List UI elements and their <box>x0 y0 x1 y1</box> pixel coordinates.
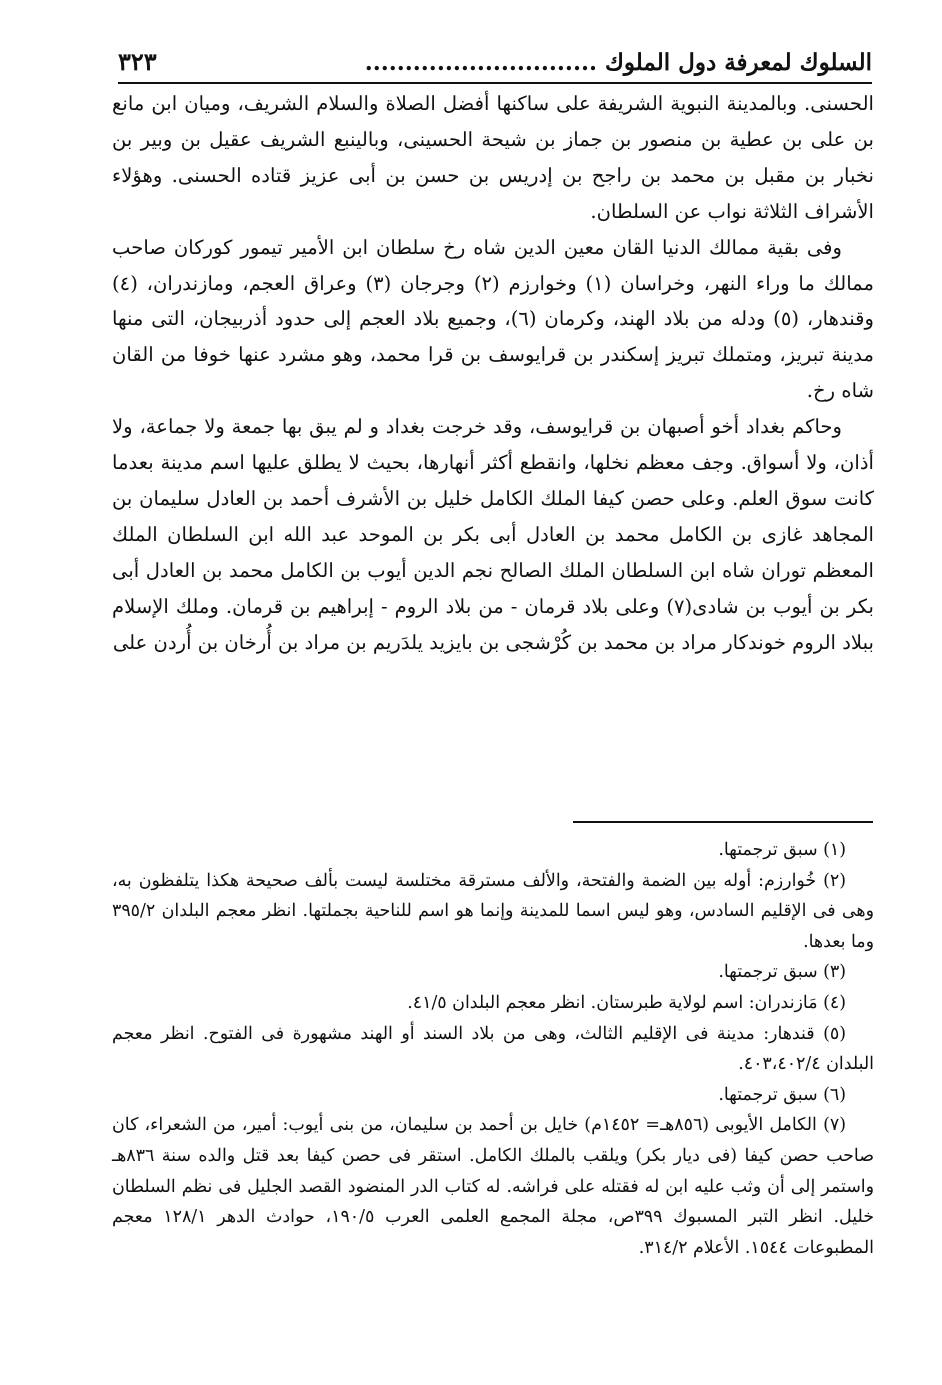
footnote: (٤) مَازندران: اسم لولاية طبرستان. انظر معجم البلدان ٤١/٥. <box>407 992 846 1013</box>
footnote: (٣) سبق ترجمتها. <box>718 962 846 983</box>
footnotes <box>112 835 874 1263</box>
page-number: ٣٢٣ <box>118 47 157 76</box>
running-header <box>118 34 872 84</box>
paragraph: الحسنى. وبالمدينة النبوية الشريفة على ساكنها أفضل الصلاة والسلام الشريف، وميان ابن مانع بن على بن عطية بن منصور بن جماز بن شيحة الحسينى، وبالينبع الشريف عقيل بن وبير بن نخبار بن مقبل بن محمد بن راجح بن إدريس بن حسن بن أبى عزيز قتاده الحسنى. وهؤلاء الأشراف الثلاثة نواب عن السلطان. <box>112 92 874 223</box>
paragraph: وفى بقية ممالك الدنيا القان معين الدين شاه رخ سلطان ابن الأمير تيمور كوركان صاحب ممالك ما وراء النهر، وخراسان (١) وخوارزم (٢) وجرجان (٣) وعراق العجم، ومازندران، (٤) وقندهار، (٥) ودله من بلاد الهند، وكرمان (٦)، وجميع بلاد العجم إلى حدود أذربيجان، التى منها مدينة تبريز، ومتملك تبريز إسكندر بن قرايوسف بن قرا محمد، وهو مشرد عنها خوفا من القان شاه رخ. <box>112 235 874 403</box>
running-title: السلوك لمعرفة دول الملوك ............................. <box>364 49 872 76</box>
footnote: (٥) قندهار: مدينة فى الإقليم الثالث، وهى من بلاد السند أو الهند مشهورة فى الفتوح. انظر معجم البلدان ٤٠٣،٤٠٢/٤. <box>112 1023 874 1075</box>
footnote: (٢) خُوارزم: أوله بين الضمة والفتحة، والألف مسترقة مختلسة ليست بألف صحيحة هكذا يتلفظون به، وهى فى الإقليم السادس، وهو ليس اسما للمدينة وإنما هو اسم للناحية بجملتها. انظر معجم البلدان ٣٩٥/٢ وما بعدها. <box>112 870 874 952</box>
footnote: (٦) سبق ترجمتها. <box>718 1084 846 1105</box>
footnote: (٧) الكامل الأيوبى (٨٥٦هـ= ١٤٥٢م) خايل بن أحمد بن سليمان، من بنى أيوب: أمير، من الشعراء، كان صاحب حصن كيفا (فى ديار بكر) ويلقب بالملك الكامل. استقر فى حصن كيفا بعد قتل والده سنة ٨٣٦هـ واستمر إلى أن وثب عليه ابن له فقتله على فراشه. له كتاب الدر المنضود القصد الجليل فى نظم السلطان خليل. انظر التبر المسبوك ٣٩٩ص، مجلة المجمع العلمى العرب ١٩٠/٥، حوادث الدهر ١٢٨/١ معجم المطبوعات ١٥٤٤. الأعلام ٣١٤/٢. <box>112 1115 874 1258</box>
footnote: (١) سبق ترجمتها. <box>718 840 846 860</box>
footnote-divider <box>573 821 873 823</box>
main-text <box>112 86 874 661</box>
paragraph: وحاكم بغداد أخو أصبهان بن قرايوسف، وقد خرجت بغداد و لم يبق بها جمعة ولا جماعة، ولا أذان، ولا أسواق. وجف معظم نخلها، وانقطع أكثر أنهارها، بحيث لا يطلق عليها اسم مدينة بعدما كانت سوق العلم. وعلى حصن كيفا الملك الكامل خليل بن الأشرف أحمد بن العادل سليمان بن المجاهد غازى بن الكامل محمد بن العادل أبى بكر بن الموحد عبد الله ابن السلطان الملك المعظم توران شاه ابن السلطان الملك الصالح نجم الدين أيوب بن الكامل محمد بن العادل أبى بكر بن أيوب بن شادى(٧) وعلى بلاد قرمان - من بلاد الروم - إبراهيم بن قرمان. وملك الإسلام ببلاد الروم خوندكار مراد بن محمد بن كُرْشجى بن بايزيد يلدَريم بن مراد بن أُرخان بن أُردن على <box>112 415 874 654</box>
